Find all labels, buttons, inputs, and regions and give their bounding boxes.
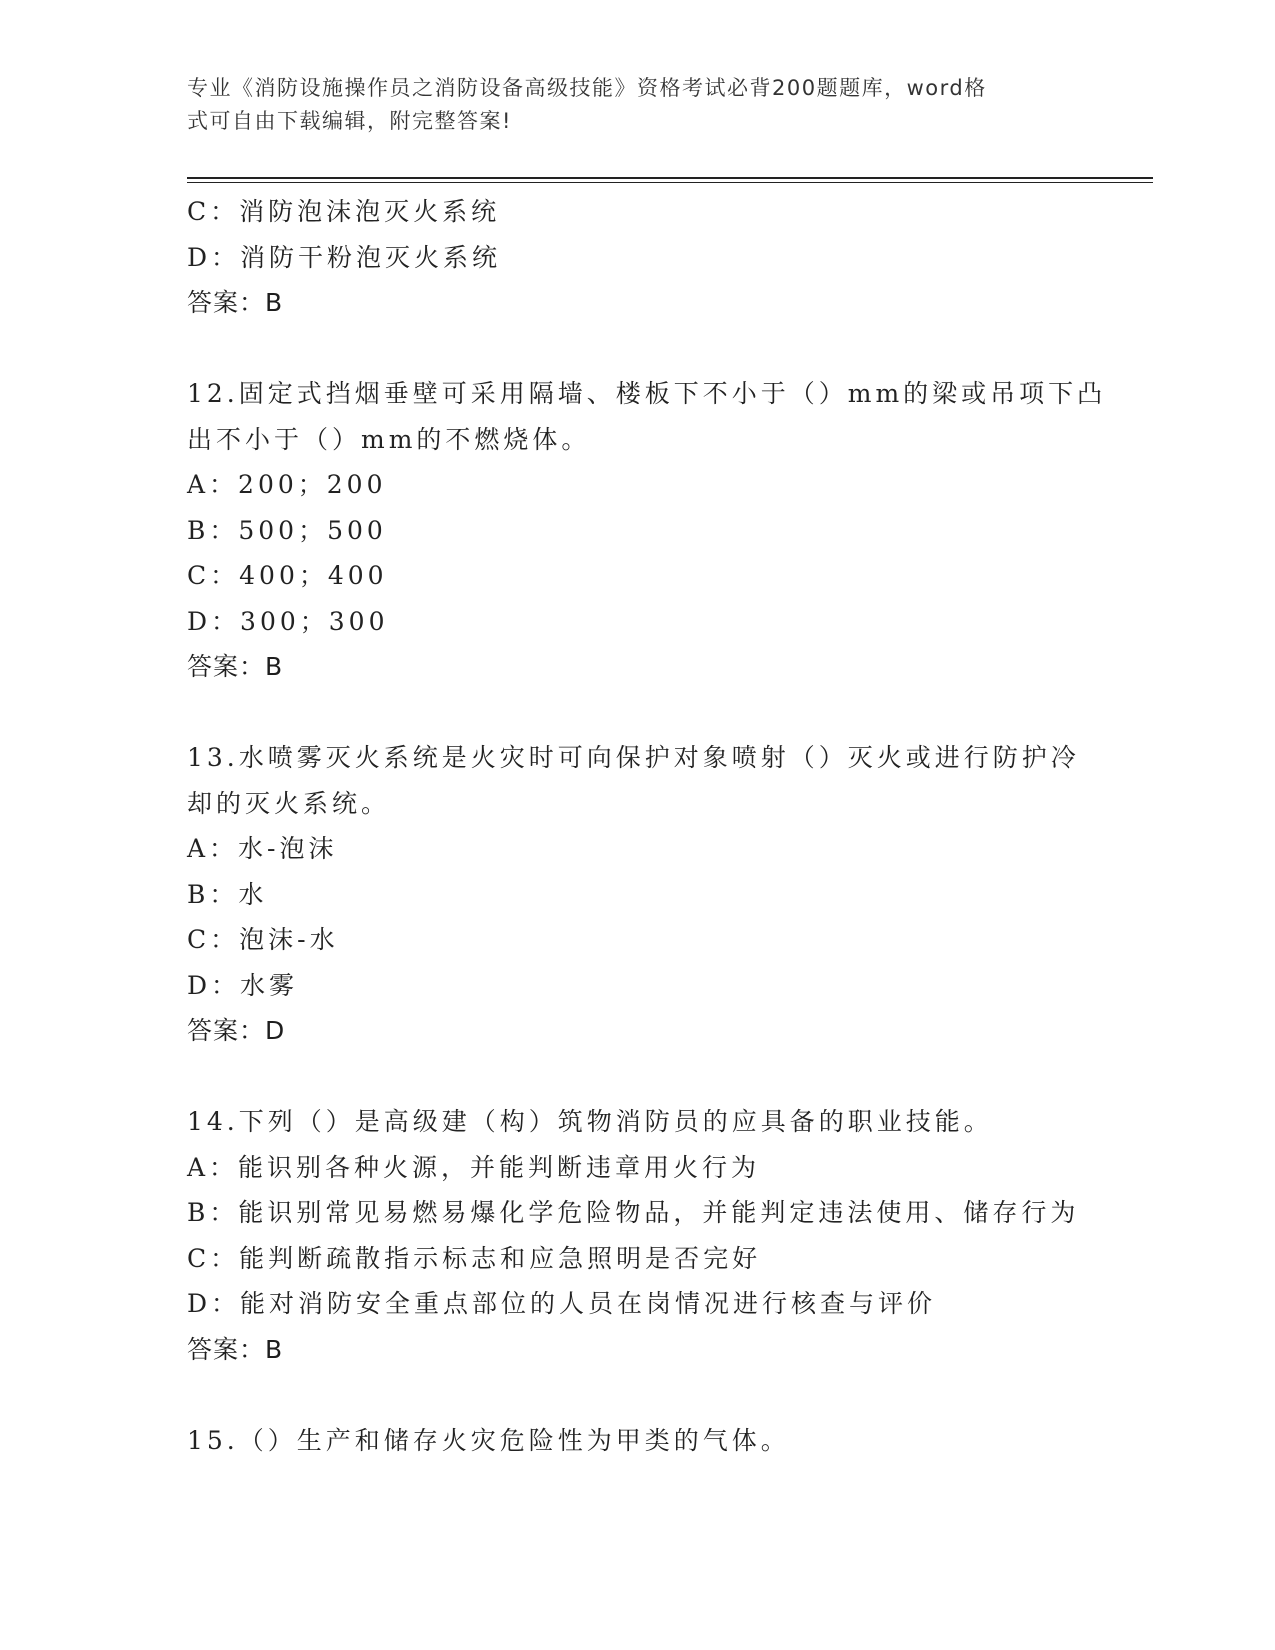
header-line-2: 式可自由下载编辑，附完整答案! bbox=[187, 109, 512, 133]
option-b: B：能识别常见易燃易爆化学危险物品，并能判定违法使用、储存行为 bbox=[187, 1198, 1080, 1227]
spacer bbox=[187, 326, 1087, 372]
question-stem: 却的灭火系统。 bbox=[187, 788, 391, 818]
option-d: D：300；300 bbox=[187, 606, 389, 636]
question-stem: 13.水喷雾灭火系统是火灾时可向保护对象喷射（）灭火或进行防护冷 bbox=[187, 743, 1080, 772]
question-11-tail bbox=[187, 189, 1087, 326]
document-header bbox=[187, 72, 1067, 138]
option-c: C：400；400 bbox=[187, 561, 388, 590]
option-d: D：消防干粉泡灭火系统 bbox=[187, 242, 502, 272]
option-a: A：200；200 bbox=[187, 470, 387, 499]
header-line-1: 专业《消防设施操作员之消防设备高级技能》资格考试必背200题题库，word格 bbox=[187, 76, 987, 100]
option-d: D：水雾 bbox=[187, 970, 299, 1000]
option-c: C：能判断疏散指示标志和应急照明是否完好 bbox=[187, 1243, 762, 1273]
option-c: C：泡沫-水 bbox=[187, 925, 339, 954]
header-divider-thick bbox=[187, 177, 1153, 179]
spacer bbox=[187, 1372, 1087, 1418]
question-14 bbox=[187, 1099, 1087, 1372]
question-stem: 14.下列（）是高级建（构）筑物消防员的应具备的职业技能。 bbox=[187, 1107, 993, 1136]
header-divider-thin bbox=[187, 182, 1153, 183]
option-b: B：水 bbox=[187, 879, 268, 909]
answer: 答案：B bbox=[187, 1334, 284, 1364]
option-a: A：水-泡沫 bbox=[187, 834, 338, 863]
option-c: C：消防泡沫泡灭火系统 bbox=[187, 197, 501, 226]
answer: 答案：D bbox=[187, 1016, 286, 1045]
answer: 答案：B bbox=[187, 652, 284, 681]
question-13 bbox=[187, 735, 1087, 1054]
spacer bbox=[187, 1054, 1087, 1100]
spacer bbox=[187, 690, 1087, 736]
option-b: B：500；500 bbox=[187, 515, 387, 545]
question-12 bbox=[187, 371, 1107, 690]
option-d: D：能对消防安全重点部位的人员在岗情况进行核查与评价 bbox=[187, 1289, 937, 1318]
question-stem: 15.（）生产和储存火灾危险性为甲类的气体。 bbox=[187, 1425, 790, 1455]
answer: 答案：B bbox=[187, 288, 284, 317]
question-list bbox=[187, 189, 1107, 1463]
question-stem: 出不小于（）mm的不燃烧体。 bbox=[187, 424, 591, 454]
option-a: A：能识别各种火源，并能判断违章用火行为 bbox=[187, 1152, 761, 1182]
question-15 bbox=[187, 1418, 1087, 1464]
question-stem: 12.固定式挡烟垂壁可采用隔墙、楼板下不小于（）mm的梁或吊项下凸 bbox=[187, 379, 1107, 408]
